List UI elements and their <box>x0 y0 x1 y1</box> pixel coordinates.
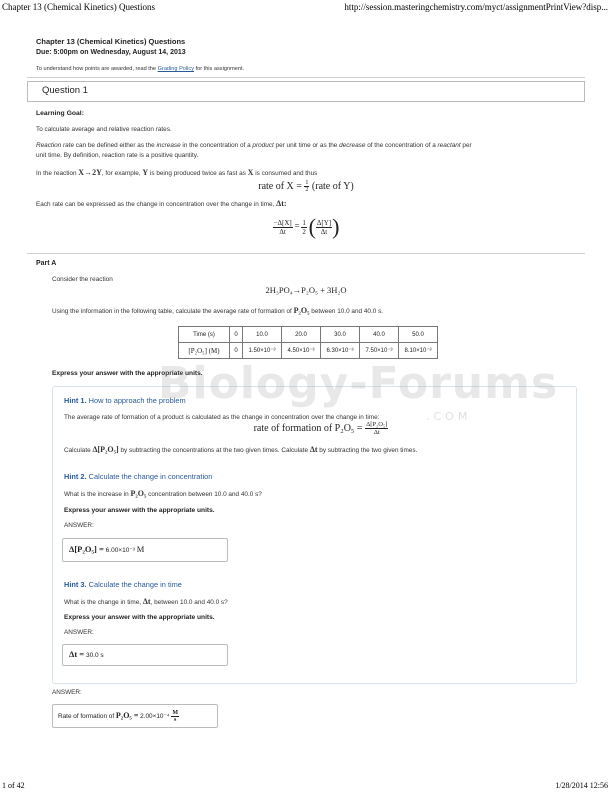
hint-3-answer-value: 30.0 s <box>85 652 104 659</box>
print-header-title: Chapter 13 (Chemical Kinetics) Questions <box>2 2 155 12</box>
hint-3-answer-label: ANSWER: <box>64 629 94 636</box>
table-header-time: Time (s) <box>179 327 230 343</box>
print-header-url: http://session.masteringchemistry.com/myct/assignmentPrintView?disp... <box>344 2 608 12</box>
hint-3-title[interactable]: Hint 3. Calculate the change in time <box>64 580 182 589</box>
partA-express-note: Express your answer with the appropriate units. <box>52 370 203 377</box>
hint-2-title[interactable]: Hint 2. Calculate the change in concentration <box>64 472 213 481</box>
header-divider <box>27 77 585 78</box>
question-header <box>27 81 585 102</box>
table-cell: 10.0 <box>243 327 282 343</box>
hint-2-answer-unit: M <box>136 544 145 554</box>
grading-policy-link[interactable]: Grading Policy <box>157 66 194 72</box>
partA-reaction: 2H₃PO₄→P₂O₅ + 3H₂O <box>265 285 347 295</box>
table-row <box>179 343 438 359</box>
table-cell: 6.30×10⁻³ <box>321 343 360 359</box>
table-cell: 4.50×10⁻³ <box>282 343 321 359</box>
hint-3-express: Express your answer with the appropriate units. <box>64 614 215 621</box>
watermark-text: Biology-Forums <box>158 358 559 409</box>
page-counter: 1 of 42 <box>2 781 25 790</box>
assignment-title: Chapter 13 (Chemical Kinetics) Questions <box>36 37 186 46</box>
table-header-concentration: [P₂O₅] (M) <box>179 343 230 359</box>
final-answer-box[interactable]: Rate of formation of P₂O₅ = 2.00×10⁻⁴ $\frac{M}{s}$ <box>52 704 218 728</box>
consider-text: Consider the reaction <box>52 276 113 283</box>
example-reaction-text: In the reaction X→2Y, for example, Y is being produced twice as fast as X is consumed and thus <box>36 168 318 177</box>
table-cell: 30.0 <box>321 327 360 343</box>
hint-2-question: What is the increase in P₂O₅ concentration between 10.0 and 40.0 s? <box>64 489 262 498</box>
final-answer-label: ANSWER: <box>52 689 82 696</box>
part-divider <box>27 253 585 254</box>
rate-of-formation-equation: rate of formation of P₂O₅ = $\frac{\text{Δ[P₂O₅]}}{\Delta t}$ <box>253 421 388 436</box>
table-cell: 8.10×10⁻³ <box>399 343 438 359</box>
final-answer-value: 2.00×10⁻⁴ <box>140 713 170 721</box>
hint-2-express: Express your answer with the appropriate units. <box>64 507 215 514</box>
watermark-subtext: .COM <box>426 410 472 423</box>
rate-expression-text: Each rate can be expressed as the change in concentration over the change in time, Δt: <box>36 199 287 208</box>
table-row <box>179 327 438 343</box>
hint-1-calc: Calculate Δ[P₂O₅] by subtracting the concentrations at the two given times. Calculate Δt by subtracting the two given times. <box>64 445 418 454</box>
learning-goal-text: To calculate average and relative reaction rates. <box>36 126 172 133</box>
hint-3-answer-box[interactable]: Δt = 30.0 s <box>62 644 228 666</box>
hint-3-question: What is the change in time, Δt, between 10.0 and 40.0 s? <box>64 597 228 606</box>
points-note: To understand how points are awarded, read the Grading Policy for this assignment. <box>36 66 245 72</box>
learning-goal-label: Learning Goal: <box>36 110 84 117</box>
hint-1-title[interactable]: Hint 1. How to approach the problem <box>64 396 186 405</box>
table-cell: 0 <box>230 327 243 343</box>
hint-2-answer-box[interactable]: Δ[P₂O₅] = 6.00×10⁻³ M <box>62 538 228 562</box>
part-a-label: Part A <box>36 260 57 267</box>
rate-relation-equation: rate of X = $\frac{1}{2}$ (rate of Y) <box>258 180 354 193</box>
reaction-rate-definition: Reaction rate can be defined either as the increase in the concentration of a product per unit time or as the decrease of the concentration of a reactant per unit time. By definition, reaction rate is a positive quantity. <box>36 142 472 159</box>
table-cell: 50.0 <box>399 327 438 343</box>
table-cell: 0 <box>230 343 243 359</box>
hint-2-answer-value: 6.00×10⁻³ <box>105 547 135 554</box>
table-cell: 7.50×10⁻³ <box>360 343 399 359</box>
rate-expression-equation: $\frac{-\Delta[X]}{\Delta t}$ = $\frac{1}{2}$ ( $\frac{\Delta[Y]}{\Delta t}$ ) <box>273 214 340 239</box>
table-cell: 1.50×10⁻³ <box>243 343 282 359</box>
partA-question: Using the information in the following table, calculate the average rate of formation of P₂O₅ between 10.0 and 40.0 s. <box>52 306 384 315</box>
concentration-table <box>178 326 438 359</box>
table-cell: 40.0 <box>360 327 399 343</box>
print-timestamp: 1/28/2014 12:56 <box>555 781 608 790</box>
assignment-due: Due: 5:00pm on Wednesday, August 14, 2013 <box>36 49 186 56</box>
table-cell: 20.0 <box>282 327 321 343</box>
hint-2-answer-label: ANSWER: <box>64 522 94 529</box>
hint-1-text: The average rate of formation of a product is calculated as the change in concentration over the change in time: <box>64 414 380 421</box>
question-title: Question 1 <box>42 85 88 96</box>
